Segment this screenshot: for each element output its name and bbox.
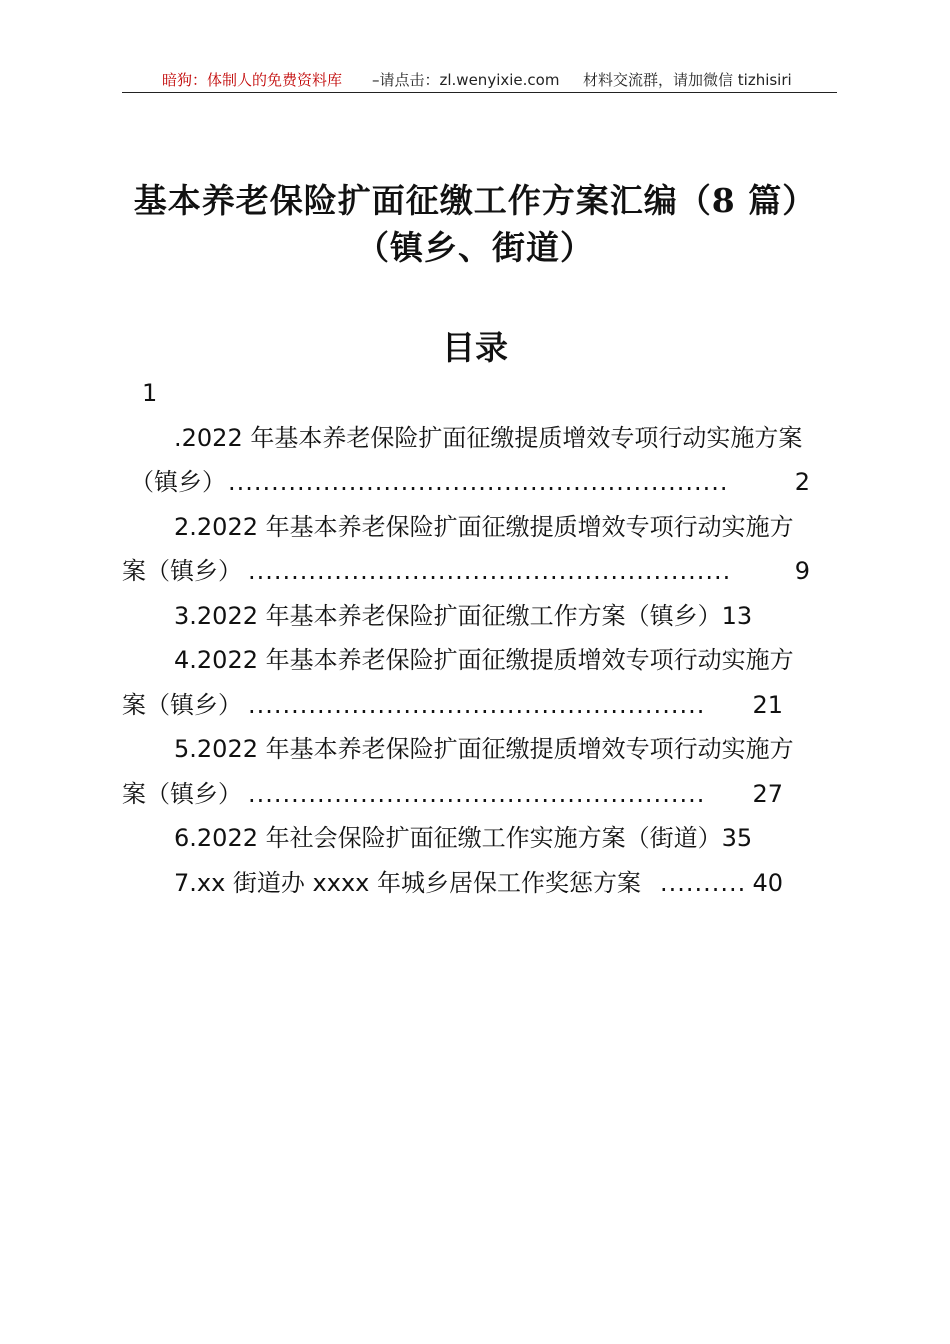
toc-line[interactable] xyxy=(122,823,837,853)
toc-leader-dots: ..................................................... xyxy=(248,780,706,808)
toc-leader-dots: ........................................................ xyxy=(248,557,732,585)
toc-heading: 目录 xyxy=(442,328,508,367)
toc-page-number: 40 xyxy=(752,869,783,897)
toc-line-text: 4.2022 年基本养老保险扩面征缴提质增效专项行动实施方 xyxy=(174,646,794,674)
toc-leader-dots: .......................................................... xyxy=(228,468,729,496)
toc-line[interactable] xyxy=(122,645,837,675)
header-promo-text: 暗狗：体制人的免费资料库 xyxy=(162,71,343,89)
toc-line-text: （镇乡） xyxy=(130,468,226,496)
toc-line-text: 5.2022 年基本养老保险扩面征缴提质增效专项行动实施方 xyxy=(174,735,794,763)
toc-line-text: 2.2022 年基本养老保险扩面征缴提质增效专项行动实施方 xyxy=(174,513,794,541)
toc-line[interactable] xyxy=(122,868,837,898)
header-link-text[interactable]: –请点击：zl.wenyixie.com xyxy=(372,71,560,89)
toc-line[interactable] xyxy=(122,556,837,586)
toc-line-text: 案（镇乡） xyxy=(122,691,242,719)
toc-leader-dots: .......... xyxy=(660,869,747,897)
toc-line-text: 6.2022 年社会保险扩面征缴工作实施方案（街道）35 xyxy=(174,824,753,852)
toc-line[interactable] xyxy=(122,378,837,408)
toc-line[interactable] xyxy=(122,467,837,497)
toc-line-text: .2022 年基本养老保险扩面征缴提质增效专项行动实施方案 xyxy=(174,424,803,452)
toc-line[interactable] xyxy=(122,423,837,453)
toc-line[interactable] xyxy=(122,601,837,631)
toc-page-number: 21 xyxy=(752,691,783,719)
toc-line-text: 案（镇乡） xyxy=(122,557,242,585)
toc-page-number: 2 xyxy=(794,468,810,496)
toc-line-text: 案（镇乡） xyxy=(122,780,242,808)
toc-line-text: 3.2022 年基本养老保险扩面征缴工作方案（镇乡）13 xyxy=(174,602,753,630)
document-title-line1: 基本养老保险扩面征缴工作方案汇编（8 篇） xyxy=(133,181,817,220)
header-contact-text: 材料交流群，请加微信 tizhisiri xyxy=(583,71,792,89)
toc-leader-dots: ..................................................... xyxy=(248,691,706,719)
document-title-line2: （镇乡、街道） xyxy=(356,228,594,267)
toc-line[interactable] xyxy=(122,734,837,764)
page-header xyxy=(122,70,837,93)
toc-page-number: 27 xyxy=(752,780,783,808)
toc-page-number: 9 xyxy=(794,557,810,585)
toc-line[interactable] xyxy=(122,779,837,809)
toc-line-text: 7.xx 街道办 xxxx 年城乡居保工作奖惩方案 xyxy=(174,869,642,897)
toc-line[interactable] xyxy=(122,690,837,720)
toc-line[interactable] xyxy=(122,512,837,542)
toc-line-text: 1 xyxy=(142,379,158,407)
